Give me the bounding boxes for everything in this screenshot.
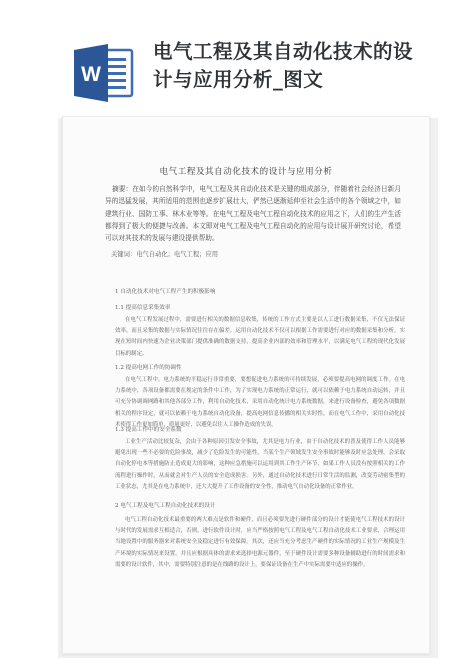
section-heading: 1 自动化技术对电气工程产生的积极影响	[115, 289, 216, 295]
section-heading: 1.1 提高信息采集效率	[115, 305, 171, 311]
document-keywords: 关键词：电气自动化；电气工程；应用	[111, 251, 219, 258]
page-title	[153, 38, 453, 94]
section-heading: 1.3 提高工作中的安全系数	[115, 427, 182, 433]
page-title-line-2: 计与应用分析_图文	[153, 68, 324, 91]
word-document-icon	[74, 44, 136, 102]
document-page	[62, 116, 430, 654]
section-heading: 1.2 提高电网工作的协调性	[115, 365, 182, 371]
section-paragraph: 在电气工程中，电力系统的平稳运行非常重要，要想促进电力系统的可持续发展，必须要提高电网的调度工作。在电力系统中，各项设备都需要在规定的条件中工作，为了实现电力系统的正常运行，就可以依赖于电力系统自动运转，并且可充分协调调网路和其他各部分工作，利用自动化技术，采用自动化统计电力系统数据，来进行设备检查，避免各项数据相关的程序设定，就可以依赖于电力系统自动化设备，提高电网信息传播的相关实时性，而在电气工作中，采用自动化技术使得工作更加简单，质量更好，以避免以往人工操作造成的失误。	[115, 377, 405, 428]
section-heading: 2 电气工程及电气工程自动化技术的设计	[115, 503, 216, 509]
section-paragraph: 在电气工程发展过程中，需要进行相关的数据信息收集，传统的工作方式主要是以人工进行数据采集，不仅无法保证效率，而且采集的数据与实际情况往往存在偏差。运用自动化技术不仅可以根据工作需要进行对应的数据采集和分析，实现在短时间内快速为企业决策部门提供准确的数据支持，提高企业内部的效率和管理水平，以满足电气工程的现代化发展目标的制定。	[115, 317, 405, 357]
section-paragraph: 工业生产活动比较复杂，会由于各种原因引发安全事故，尤其是电力行业，由于自动化技术的普及使得工作人员能够避免出现一些不必要的危险事故，减少了危险发生的可能性，当某个生产领域发生安全事故时能够及时应急处理，会采取自动化停电本等措施防止造成更大的影响，这种应急措施可以运用到其工作生产环节，如果工作人员没有按照相关的工作流程进行操作时，从而就会对生产人员的安全造成损害。另外，通过自动化技术进行日常生活的监测，改变劳动密集型的工业状态，尤其是在电力系统中，还大大提升了工作设备的安全性，推动电气自动化设备的正常作业。	[115, 439, 405, 490]
page-header	[0, 0, 474, 112]
document-title: 电气工程及其自动化技术的设计与应用分析	[159, 167, 333, 177]
document-abstract: 摘要：在如今的自然科学中，电气工程及其自动化技术是关键的组成部分，伴随着社会经济日新月异的迅猛发展，其所适用的范围也逐步扩展壮大，俨然已逐渐延伸至社会生活中的各个领域之中，如建筑行业、国防工事、林木业等等。在电气工程及电气工程自动化技术的应用之下，人们的生产生活都得到了极大的便捷与改善。本文即对电气工程及电气工程自动化的应用与设计展开研究讨论，希望可以对其技术的发展与建设提供帮助。	[105, 185, 401, 243]
section-paragraph: 电气工程自动化技术最重要的两大难点是软件和硬件，而且必须要先进行硬件部分的设计才能使电气工程技术的设计与时代的发展需求互相适合，否则，进行软件设计时，应当严格按照电气工程及电气工程自动化技术工业要求，合理运用当地设置中的服务器来对系统安全及稳定进行有效保障。其次，还应当充分考虑生产硬件的实际情况的工业生产规模及生产环境的实际情况来设置。并且应根据具体的需求来选择电源元器件，至于硬件设计需要多种设备辅助进行的时间需求和需要的设计软件，其中，需要特别注意的是在线路的设计上，要保证设备在生产中实际需要中适应的操作。	[115, 517, 405, 568]
svg-text:W: W	[81, 63, 101, 86]
page-title-line-1: 电气工程及其自动化技术的设	[153, 40, 414, 63]
